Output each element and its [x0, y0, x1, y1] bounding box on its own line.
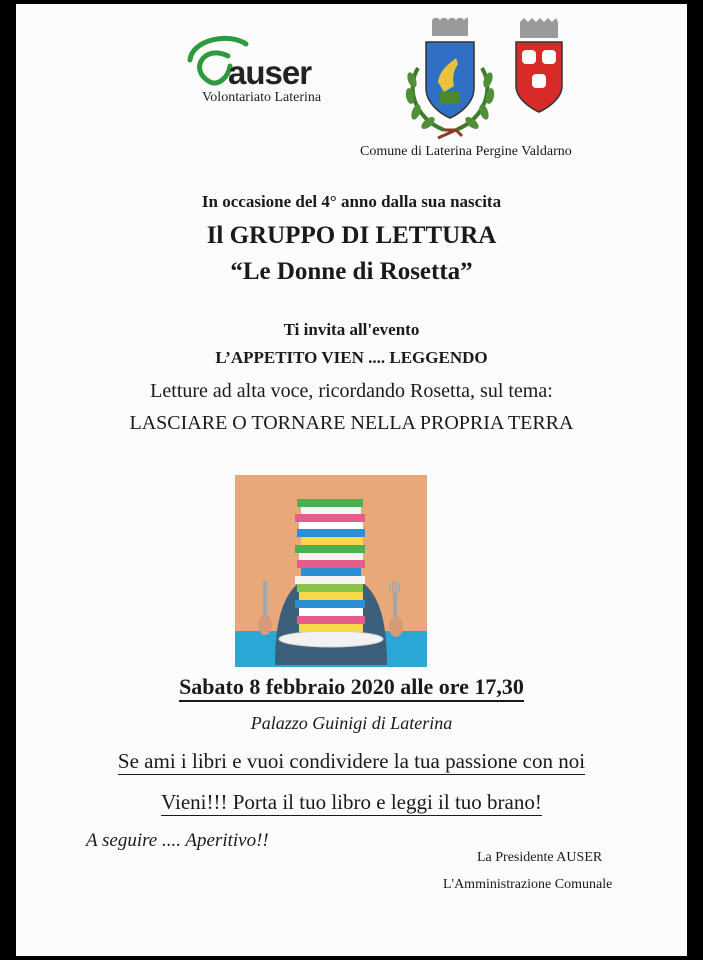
group-title-heading: “Le Donne di Rosetta” [230, 258, 473, 285]
event-date-text: Sabato 8 febbraio 2020 alle ore 17,30 [179, 674, 524, 702]
event-title: L’APPETITO VIEN .... LEGGENDO [215, 348, 488, 367]
signature-presidente: La Presidente AUSER [477, 850, 603, 865]
comune-crests [396, 18, 566, 143]
invite-text-line1 [16, 749, 687, 774]
comune-caption: Comune di Laterina Pergine Valdarno [360, 144, 572, 159]
invite-text-line2 [16, 790, 687, 815]
laterina-crest-icon [405, 18, 496, 138]
invite-line: Ti invita all'evento [283, 320, 420, 339]
group-name-heading: Il GRUPPO DI LETTURA [206, 222, 497, 249]
signature-amministrazione: L'Amministrazione Comunale [443, 877, 613, 892]
invite-text-line1-text: Se ami i libri e vuoi condividere la tua passione con noi [117, 749, 586, 773]
event-date [16, 674, 687, 700]
auser-wordmark: auser [228, 54, 312, 91]
theme-line: LASCIARE O TORNARE NELLA PROPRIA TERRA [129, 412, 574, 434]
readings-description: Letture ad alta voce, ricordando Rosetta, sul tema: [150, 380, 553, 402]
event-place: Palazzo Guinigi di Laterina [250, 713, 453, 733]
flyer-sheet [16, 4, 687, 956]
auser-subtitle: Volontariato Laterina [202, 90, 322, 105]
aperitivo-note: A seguire .... Aperitivo!! [86, 830, 269, 851]
auser-logo [184, 30, 354, 110]
pergine-crest-icon [516, 18, 562, 112]
books-stack-photo [235, 475, 427, 667]
anniversary-line: In occasione del 4° anno dalla sua nascita [201, 192, 502, 211]
invite-text-line2-text: Vieni!!! Porta il tuo libro e leggi il tuo brano! [161, 790, 542, 814]
